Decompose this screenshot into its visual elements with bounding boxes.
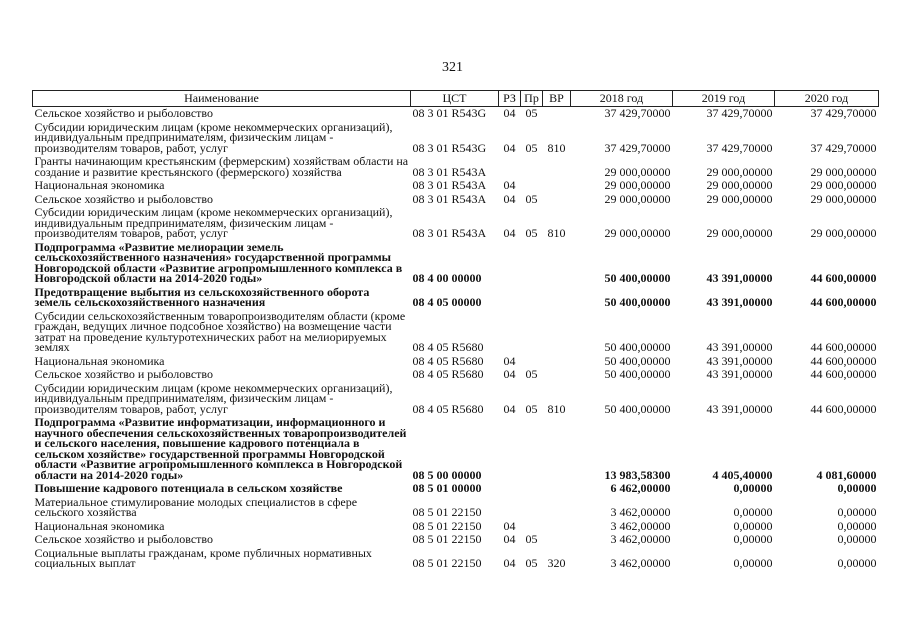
cell-rz: 04 [503, 140, 516, 155]
cell-vr [543, 496, 571, 520]
table-header-row [33, 91, 879, 107]
cell-pr: 05 [525, 140, 538, 155]
cell-2018: 13 983,58300 [604, 467, 671, 482]
cell-2018: 6 462,00000 [610, 481, 671, 495]
cell-pr [521, 286, 543, 310]
cell-pr [521, 416, 543, 482]
cell-name: Повышение кадрового потенциала в сельском хозяйстве [34, 481, 343, 495]
cell-name: Сельское хозяйство и рыболовство [34, 106, 214, 120]
cell-2018: 29 000,00000 [604, 164, 671, 179]
table-row [33, 382, 879, 417]
cell-2019: 29 000,00000 [706, 226, 773, 240]
cell-vr [543, 241, 571, 286]
cell-rz [499, 155, 521, 179]
cell-pr [521, 241, 543, 286]
cell-vr [543, 107, 571, 121]
cell-vr [543, 533, 571, 547]
cell-pr: 05 [525, 191, 538, 206]
table-row [33, 241, 879, 286]
cell-vr: 810 [547, 140, 566, 155]
cell-2019: 43 391,00000 [706, 367, 773, 381]
cell-cst: 08 3 01 R543G [412, 106, 487, 120]
cell-cst: 08 4 05 R5680 [412, 353, 484, 368]
table-row [33, 310, 879, 355]
cell-rz: 04 [503, 401, 516, 416]
cell-name: Национальная экономика [34, 178, 165, 192]
cell-name: Сельское хозяйство и рыболовство [34, 367, 214, 381]
cell-name: Субсидии юридическим лицам (кроме некоммерческих организаций), индивидуальным предпринимателям, физическим лицам - производителям товаров, работ, услуг [34, 380, 393, 416]
cell-2018: 50 400,00000 [604, 353, 671, 368]
table-row [33, 496, 879, 520]
cell-2018: 29 000,00000 [604, 226, 671, 240]
cell-pr: 05 [525, 556, 538, 570]
cell-name: Сельское хозяйство и рыболовство [34, 191, 214, 206]
cell-vr [543, 368, 571, 382]
cell-2019: 0,00000 [733, 556, 773, 570]
cell-cst: 08 3 01 R543A [412, 178, 487, 192]
cell-name: Национальная экономика [34, 518, 165, 533]
cell-cst: 08 3 01 R543A [412, 191, 487, 206]
cell-cst: 08 3 01 R543G [412, 140, 487, 155]
cell-name: Социальные выплаты гражданам, кроме публичных нормативных социальных выплат [34, 545, 372, 570]
cell-rz [499, 310, 521, 355]
cell-2019: 37 429,70000 [706, 106, 773, 120]
cell-cst: 08 5 01 22150 [412, 532, 482, 546]
cell-cst: 08 5 01 22150 [412, 505, 482, 519]
table-body [33, 107, 879, 571]
cell-cst: 08 4 00 00000 [412, 271, 482, 285]
cell-rz: 04 [503, 191, 516, 206]
cell-2019: 43 391,00000 [706, 401, 773, 416]
cell-2020: 44 600,00000 [810, 295, 877, 309]
cell-2020: 44 600,00000 [810, 340, 877, 354]
cell-2020: 44 600,00000 [810, 271, 877, 285]
cell-2020: 29 000,00000 [810, 191, 877, 206]
cell-cst: 08 3 01 R543A [412, 164, 487, 179]
table-row [33, 520, 879, 534]
cell-2019: 0,00000 [733, 532, 773, 546]
cell-2020: 37 429,70000 [810, 106, 877, 120]
table-row [33, 121, 879, 156]
cell-rz: 04 [503, 532, 516, 546]
cell-name: Субсидии юридическим лицам (кроме некоммерческих организаций), индивидуальным предпринимателям, физическим лицам - производителям товаров, работ, услуг [34, 119, 393, 155]
cell-2020: 0,00000 [837, 532, 877, 546]
header-2018: 2018 год [571, 91, 673, 107]
cell-pr [521, 482, 543, 496]
cell-cst: 08 3 01 R543A [412, 226, 487, 240]
cell-cst: 08 4 05 R5680 [412, 401, 484, 416]
cell-cst: 08 4 05 R5680 [412, 340, 484, 354]
budget-table [32, 90, 879, 571]
cell-rz: 04 [503, 518, 516, 533]
cell-2020: 0,00000 [837, 505, 877, 519]
cell-cst: 08 4 05 00000 [412, 295, 482, 309]
table-row [33, 482, 879, 496]
cell-2018: 29 000,00000 [604, 178, 671, 192]
cell-2018: 50 400,00000 [604, 401, 671, 416]
cell-2018: 29 000,00000 [604, 191, 671, 206]
table-row [33, 547, 879, 571]
cell-name: Материальное стимулирование молодых специалистов в сфере сельского хозяйства [34, 494, 358, 519]
cell-vr [543, 355, 571, 369]
table-row [33, 533, 879, 547]
cell-rz: 04 [503, 178, 516, 192]
cell-rz: 04 [503, 367, 516, 381]
cell-name: Подпрограмма «Развитие информатизации, информационного и научного обеспечения сельскохозяйственных товаропроизводителей и сельского населения, повышение кадрового потенциала в сельском хозяйстве» государственной программы Новгородской области «Развитие агропромышленного комплекса в Новгородской области на 2014-2020 годы» [34, 415, 407, 482]
cell-2018: 50 400,00000 [604, 271, 671, 285]
cell-rz [499, 496, 521, 520]
cell-2019: 4 405,40000 [712, 467, 773, 482]
cell-name: Национальная экономика [34, 353, 165, 368]
cell-name: Субсидии юридическим лицам (кроме некоммерческих организаций), индивидуальным предпринимателям, физическим лицам - производителям товаров, работ, услуг [34, 205, 393, 240]
header-rz: РЗ [499, 91, 521, 107]
cell-2019: 43 391,00000 [706, 271, 773, 285]
cell-rz [499, 286, 521, 310]
cell-vr: 810 [547, 401, 566, 416]
cell-pr [521, 496, 543, 520]
table-row [33, 416, 879, 482]
cell-pr: 05 [525, 532, 538, 546]
cell-name: Субсидии сельскохозяйственным товаропроизводителям области (кроме граждан, ведущих личное подсобное хозяйство) на возмещение части затрат на проведение культуротехнических работ на мелиорируемых землях [34, 308, 406, 354]
cell-vr [543, 193, 571, 207]
cell-pr: 05 [525, 226, 538, 240]
cell-2018: 3 462,00000 [610, 532, 671, 546]
cell-2018: 3 462,00000 [610, 505, 671, 519]
cell-cst: 08 5 01 22150 [412, 518, 482, 533]
cell-rz: 04 [503, 556, 516, 570]
cell-2020: 0,00000 [837, 481, 877, 495]
cell-2018: 50 400,00000 [604, 340, 671, 354]
cell-2020: 37 429,70000 [810, 140, 877, 155]
cell-vr [543, 482, 571, 496]
cell-2020: 0,00000 [837, 556, 877, 570]
cell-2020: 4 081,60000 [816, 467, 877, 482]
cell-rz: 04 [503, 226, 516, 240]
cell-name: Гранты начинающим крестьянским (фермерским) хозяйствам области на создание и развитие крестьянского (фермерского) хозяйства [34, 154, 409, 179]
header-name: Наименование [33, 91, 411, 107]
cell-cst: 08 5 00 00000 [412, 467, 482, 482]
cell-2020: 29 000,00000 [810, 178, 877, 192]
cell-2018: 37 429,70000 [604, 106, 671, 120]
cell-2020: 44 600,00000 [810, 401, 877, 416]
cell-2019: 43 391,00000 [706, 340, 773, 354]
cell-vr: 810 [547, 226, 566, 240]
cell-2019: 29 000,00000 [706, 191, 773, 206]
cell-pr [521, 310, 543, 355]
cell-2020: 44 600,00000 [810, 353, 877, 368]
cell-vr: 320 [547, 556, 566, 570]
table-row [33, 179, 879, 193]
cell-cst: 08 5 01 22150 [412, 556, 482, 570]
table-row [33, 193, 879, 207]
header-cst: ЦСТ [411, 91, 499, 107]
cell-vr [543, 520, 571, 534]
cell-pr: 05 [525, 367, 538, 381]
cell-pr [521, 179, 543, 193]
cell-2018: 50 400,00000 [604, 367, 671, 381]
table-row [33, 107, 879, 121]
table-row [33, 368, 879, 382]
cell-name: Подпрограмма «Развитие мелиорации земель сельскохозяйственного назначения» государственной программы Новгородской области «Развитие агропромышленного комплекса в Новгородской области на 2014-2020 годы» [34, 239, 403, 285]
header-vr: ВР [543, 91, 571, 107]
cell-2019: 0,00000 [733, 481, 773, 495]
cell-2020: 29 000,00000 [810, 164, 877, 179]
cell-vr [543, 286, 571, 310]
cell-pr: 05 [525, 106, 538, 120]
cell-vr [543, 310, 571, 355]
cell-2019: 29 000,00000 [706, 164, 773, 179]
cell-2018: 50 400,00000 [604, 295, 671, 309]
cell-vr [543, 179, 571, 193]
cell-rz: 04 [503, 106, 516, 120]
cell-2019: 43 391,00000 [706, 295, 773, 309]
header-2020: 2020 год [775, 91, 879, 107]
cell-2019: 29 000,00000 [706, 178, 773, 192]
cell-pr [521, 520, 543, 534]
cell-2020: 0,00000 [837, 518, 877, 533]
cell-rz: 04 [503, 353, 516, 368]
cell-2019: 43 391,00000 [706, 353, 773, 368]
cell-pr [521, 355, 543, 369]
cell-pr: 05 [525, 401, 538, 416]
cell-2020: 44 600,00000 [810, 367, 877, 381]
cell-rz [499, 482, 521, 496]
table-row [33, 286, 879, 310]
table-row [33, 355, 879, 369]
cell-cst: 08 5 01 00000 [412, 481, 482, 495]
cell-rz [499, 416, 521, 482]
cell-2019: 37 429,70000 [706, 140, 773, 155]
cell-2019: 0,00000 [733, 518, 773, 533]
table-row [33, 206, 879, 241]
header-pr: Пр [521, 91, 543, 107]
cell-pr [521, 155, 543, 179]
cell-2018: 3 462,00000 [610, 518, 671, 533]
cell-vr [543, 416, 571, 482]
cell-cst: 08 4 05 R5680 [412, 367, 484, 381]
cell-2020: 29 000,00000 [810, 226, 877, 240]
header-2019: 2019 год [673, 91, 775, 107]
table-row [33, 155, 879, 179]
cell-2018: 3 462,00000 [610, 556, 671, 570]
page-number: 321 [442, 60, 463, 75]
cell-rz [499, 241, 521, 286]
cell-vr [543, 155, 571, 179]
cell-2018: 37 429,70000 [604, 140, 671, 155]
cell-name: Сельское хозяйство и рыболовство [34, 532, 214, 546]
cell-name: Предотвращение выбытия из сельскохозяйственного оборота земель сельскохозяйственного назначения [34, 284, 370, 309]
cell-2019: 0,00000 [733, 505, 773, 519]
